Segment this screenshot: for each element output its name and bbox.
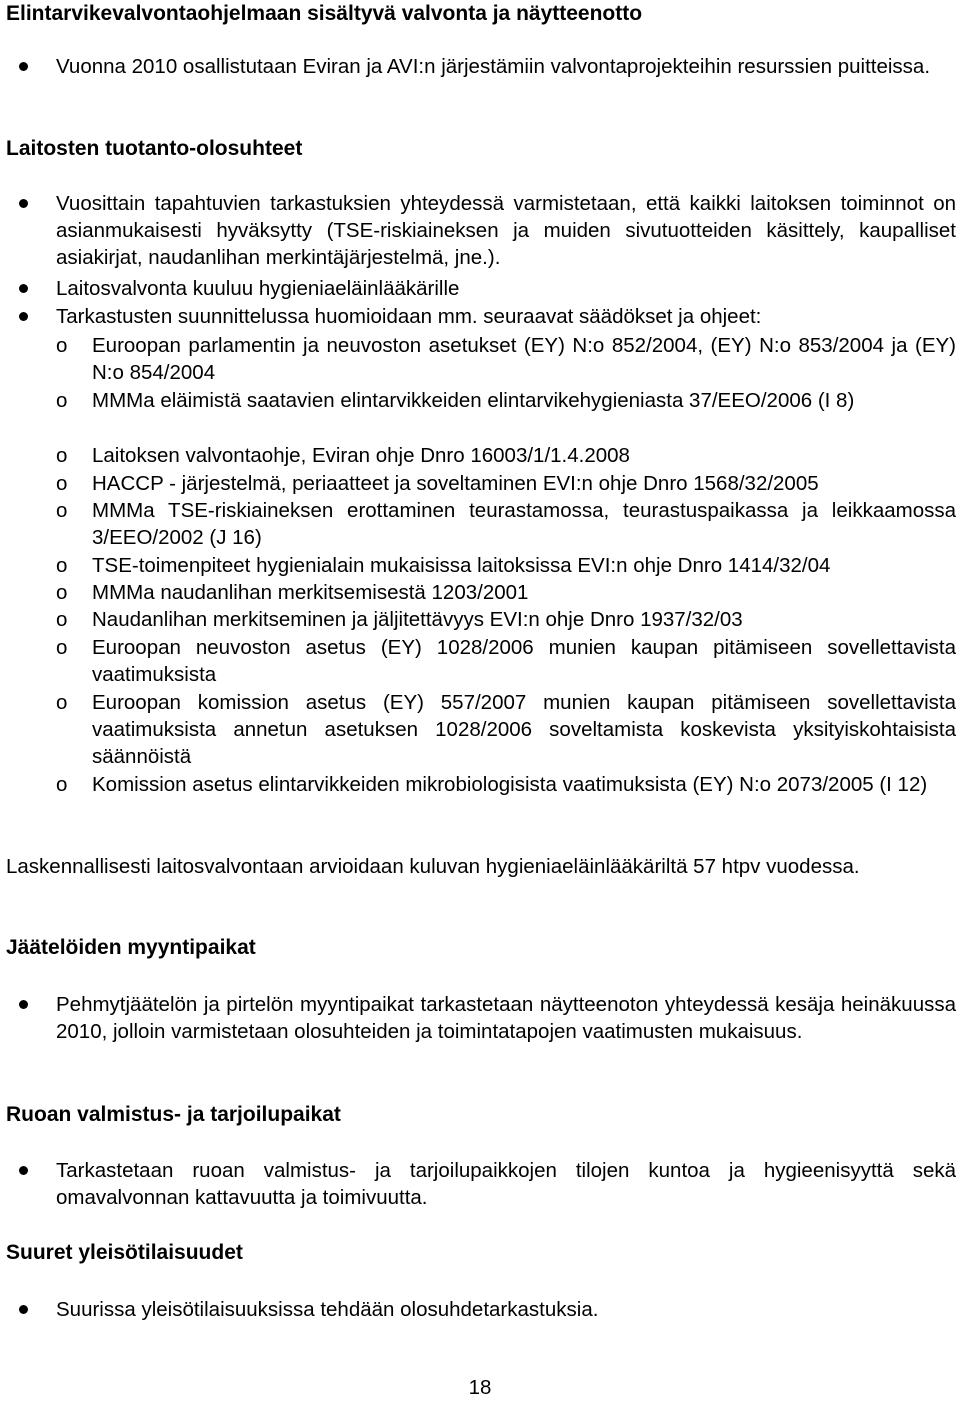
sub-bullet-icon: o [56,389,68,412]
section-heading-yleisotilaisuudet: Suuret yleisötilaisuudet [6,1241,243,1264]
bullet-icon [19,1166,28,1175]
page-number: 18 [468,1376,492,1399]
sub-bullet-icon: o [56,472,68,495]
sub-list-item: Laitoksen valvontaohje, Eviran ohje Dnro 16003/1/1.4.2008 [92,444,630,467]
sub-bullet-icon: o [56,608,68,631]
bullet-icon [19,1000,28,1009]
sub-bullet-icon: o [56,554,68,577]
sub-list-item: HACCP - järjestelmä, periaatteet ja soveltaminen EVI:n ohje Dnro 1568/32/2005 [92,472,819,495]
sub-bullet-icon: o [56,499,68,522]
bullet-icon [19,199,28,208]
list-item: Tarkastusten suunnittelussa huomioidaan mm. seuraavat säädökset ja ohjeet: [56,305,762,328]
list-item: Laitosvalvonta kuuluu hygieniaeläinlääkärille [56,277,460,300]
sub-list-item: Euroopan komission asetus (EY) 557/2007 munien kaupan pitämiseen sovellettavista vaatimuksista annetun asetuksen 1028/2006 soveltamista koskevista yksityiskohtaisista säännöistä [92,691,956,768]
sub-list-item: MMMa TSE-riskiaineksen erottaminen teurastamossa, teurastuspaikassa ja leikkaamossa 3/EEO/2002 (J 16) [92,499,956,549]
paragraph-htpv: Laskennallisesti laitosvalvontaan arvioidaan kuluvan hygieniaeläinlääkäriltä 57 htpv vuodessa. [6,855,860,878]
sub-list-item: MMMa eläimistä saatavien elintarvikkeiden elintarvikehygieniasta 37/EEO/2006 (I 8) [92,389,855,412]
sub-list-item: TSE-toimenpiteet hygienialain mukaisissa laitoksissa EVI:n ohje Dnro 1414/32/04 [92,554,831,577]
sub-bullet-icon: o [56,581,68,604]
sub-list-item: Euroopan neuvoston asetus (EY) 1028/2006 munien kaupan pitämiseen sovellettavista vaatimuksista [92,636,956,686]
bullet-icon [19,312,28,321]
sub-bullet-icon: o [56,444,68,467]
sub-bullet-icon: o [56,773,68,796]
list-item: Vuosittain tapahtuvien tarkastuksien yhteydessä varmistetaan, että kaikki laitoksen toiminnot on asianmukaisesti hyväksytty (TSE-riskiaineksen ja muiden sivutuotteiden käsittely, kaupalliset asiakirjat, naudanlihan merkintäjärjestelmä, jne.). [56,192,956,269]
sub-list-item: Komission asetus elintarvikkeiden mikrobiologisista vaatimuksista (EY) N:o 2073/2005 (I 12) [92,773,928,796]
list-item: Vuonna 2010 osallistutaan Eviran ja AVI:n järjestämiin valvontaprojekteihin resurssien puitteissa. [56,55,931,78]
section-heading-ruoka: Ruoan valmistus- ja tarjoilupaikat [6,1103,341,1126]
sub-bullet-icon: o [56,334,68,357]
sub-list-item: Euroopan parlamentin ja neuvoston asetukset (EY) N:o 852/2004, (EY) N:o 853/2004 ja (EY) N:o 854/2004 [92,334,956,384]
bullet-icon [19,284,28,293]
sub-bullet-icon: o [56,636,68,659]
section-heading-valvonta: Elintarvikevalvontaohjelmaan sisältyvä valvonta ja näytteenotto [6,2,643,25]
list-item: Pehmytjäätelön ja pirtelön myyntipaikat tarkastetaan näytteenoton yhteydessä kesäja heinäkuussa 2010, jolloin varmistetaan olosuhteiden ja toimintatapojen vaatimusten mukaisuus. [56,993,956,1043]
section-heading-laitokset: Laitosten tuotanto-olosuhteet [6,137,303,160]
section-heading-jaatelo: Jäätelöiden myyntipaikat [6,936,256,959]
sub-list-item: MMMa naudanlihan merkitsemisestä 1203/2001 [92,581,529,604]
sub-bullet-icon: o [56,691,68,714]
list-item: Suurissa yleisötilaisuuksissa tehdään olosuhdetarkastuksia. [56,1298,599,1321]
list-item: Tarkastetaan ruoan valmistus- ja tarjoilupaikkojen tilojen kuntoa ja hygieenisyyttä sekä omavalvonnan kattavuutta ja toimivuutta. [56,1159,956,1209]
sub-list-item: Naudanlihan merkitseminen ja jäljitettävyys EVI:n ohje Dnro 1937/32/03 [92,608,743,631]
bullet-icon [19,1305,28,1314]
bullet-icon [19,62,28,71]
